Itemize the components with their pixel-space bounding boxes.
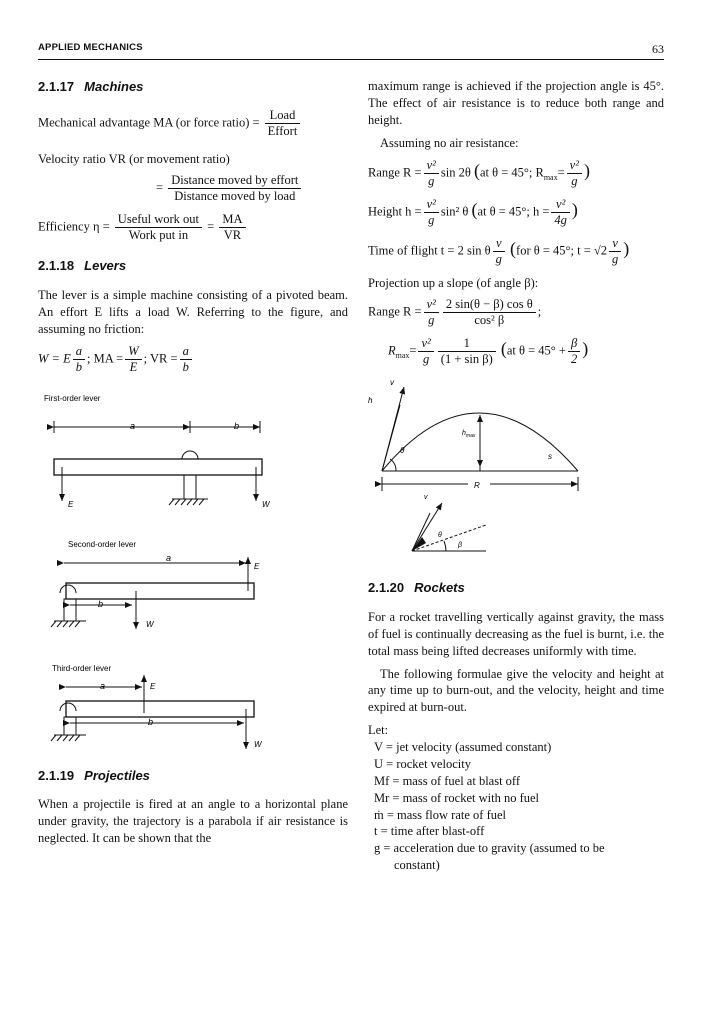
left-column	[38, 78, 348, 853]
fig-label-theta: θ	[400, 446, 405, 456]
section-levers-heading: 2.1.18 Levers	[38, 258, 127, 274]
first-order-lever	[54, 421, 271, 509]
right-column	[368, 78, 664, 874]
first-lbl-b: b	[234, 420, 240, 431]
projectile-figure	[368, 375, 664, 565]
third-lbl-a: a	[100, 680, 106, 691]
third-lbl-E: E	[150, 681, 156, 691]
fig-inset-beta: β	[458, 542, 462, 550]
var-mdot: ṁ = mass flow rate of fuel	[374, 807, 507, 822]
var-g: g = acceleration due to gravity (assumed to be	[374, 841, 605, 856]
first-lbl-W: W	[262, 499, 270, 509]
rockets-p1: For a rocket travelling vertically against gravity, the mass of fuel is continually decreasing as the fuel is burnt, i.e. the total mass being lifted decreases uniformly with time.	[368, 609, 664, 658]
time-formula: Time of flight t = 2 sin θ $\frac{v}{g}$ (for θ = 45°; t = √2 $\frac{v}{g}$ )	[368, 235, 630, 266]
slope-line	[412, 525, 486, 551]
rockets-p2: The following formulae give the velocity and height at any time up to burn-out, and the velocity, height and time expired at burn-out.	[368, 666, 664, 715]
running-header	[38, 42, 664, 60]
var-U: U = rocket velocity	[374, 756, 471, 771]
second-lbl-W: W	[146, 619, 154, 629]
levers-formula: W = E $\frac{a}{b}$ ; MA = $\frac{W}{E}$ ; VR = $\frac{a}{b}$	[38, 344, 348, 375]
second-lbl-E: E	[254, 561, 260, 571]
first-lbl-a: a	[130, 420, 136, 431]
range-formula: Range R = $\frac{\text{v²}}{g}$ sin 2θ (at θ = 45°; $R_{max}=$ $\frac{\text{v²}}{g}$ )	[368, 157, 590, 188]
second-lbl-b: b	[98, 598, 104, 609]
height-formula: Height h = $\frac{\text{v²}}{g}$ sin² θ (at θ = 45°; h = $\frac{\text{v²}}{4g}$ )	[368, 196, 578, 227]
third-lbl-b: b	[148, 716, 154, 727]
var-t: t = time after blast-off	[374, 824, 485, 839]
fig-label-R: R	[474, 481, 480, 491]
var-V: V = jet velocity (assumed constant)	[374, 740, 552, 755]
third-order-label: Third-order lever	[52, 663, 112, 673]
second-order-label: Second-order lever	[68, 539, 137, 549]
fig-label-s: s	[548, 452, 552, 462]
ma-formula: Mechanical advantage MA (or force ratio) = $\frac{\text{Load}}{\text{Effort}}$	[38, 108, 348, 139]
fig-label-h: h	[368, 396, 373, 406]
second-order-lever	[51, 553, 260, 629]
running-title: APPLIED MECHANICS	[38, 42, 143, 53]
vr-formula: Velocity ratio VR (or movement ratio) = $\frac{\text{Distance moved by effort}}{\text{Distance moved by load}}$	[38, 151, 348, 205]
third-order-lever	[51, 675, 263, 749]
slope-label: Projection up a slope (of angle β):	[368, 275, 539, 290]
second-lbl-a: a	[166, 552, 172, 563]
var-g-cont: constant)	[394, 858, 440, 873]
lever-figures	[38, 383, 348, 753]
projectiles-text: When a projectile is fired at an angle to a horizontal plane under gravity, the trajectory is a parabola if air resistance is neglected. It can be shown that the	[38, 797, 348, 845]
efficiency-formula: Efficiency η = $\frac{\text{Useful work out}}{\text{Work put in}}$ = $\frac{MA}{VR}$	[38, 212, 348, 243]
fig-label-v: v	[390, 378, 394, 388]
var-list	[374, 739, 664, 874]
third-lbl-W: W	[254, 739, 262, 749]
page-number: 63	[652, 42, 664, 56]
var-Mr: Mr = mass of rocket with no fuel	[374, 790, 540, 805]
section-machines-heading: 2.1.17 Machines	[38, 79, 144, 94]
levers-text: The lever is a simple machine consisting of a pivoted beam. An effort E lifts a load W. Referring to the figure, and assuming no friction:	[38, 287, 348, 336]
section-projectiles-heading: 2.1.19 Projectiles	[38, 767, 150, 783]
var-Mf: Mf = mass of fuel at blast off	[374, 773, 521, 788]
section-rockets-heading: 2.1.20 Rockets	[368, 580, 465, 596]
projectiles-text-cont: maximum range is achieved if the projection angle is 45°. The effect of air resistance is to reduce both range and height.	[368, 79, 664, 127]
assume-text: Assuming no air resistance:	[380, 135, 519, 150]
let-label: Let:	[368, 723, 389, 738]
rmax-formula: $R_{max}=$ $\frac{\text{v²}}{g}$ $\frac{1}{\text{(1 + sin β)}}$ (at θ = 45° + $\frac{\beta}{2}$ )	[388, 336, 589, 367]
first-lbl-E: E	[68, 499, 74, 509]
fig-inset-theta: θ	[438, 532, 442, 540]
fig-inset-v: v	[424, 494, 428, 502]
fig-label-hmax: $h_{max}$	[462, 430, 476, 440]
first-order-label: First-order lever	[44, 393, 101, 403]
slope-range-formula: Range R = $\frac{\text{v²}}{g}$ $\frac{\text{2 sin(θ − β) cos θ}}{\text{cos² β}}$ ;	[368, 297, 542, 328]
